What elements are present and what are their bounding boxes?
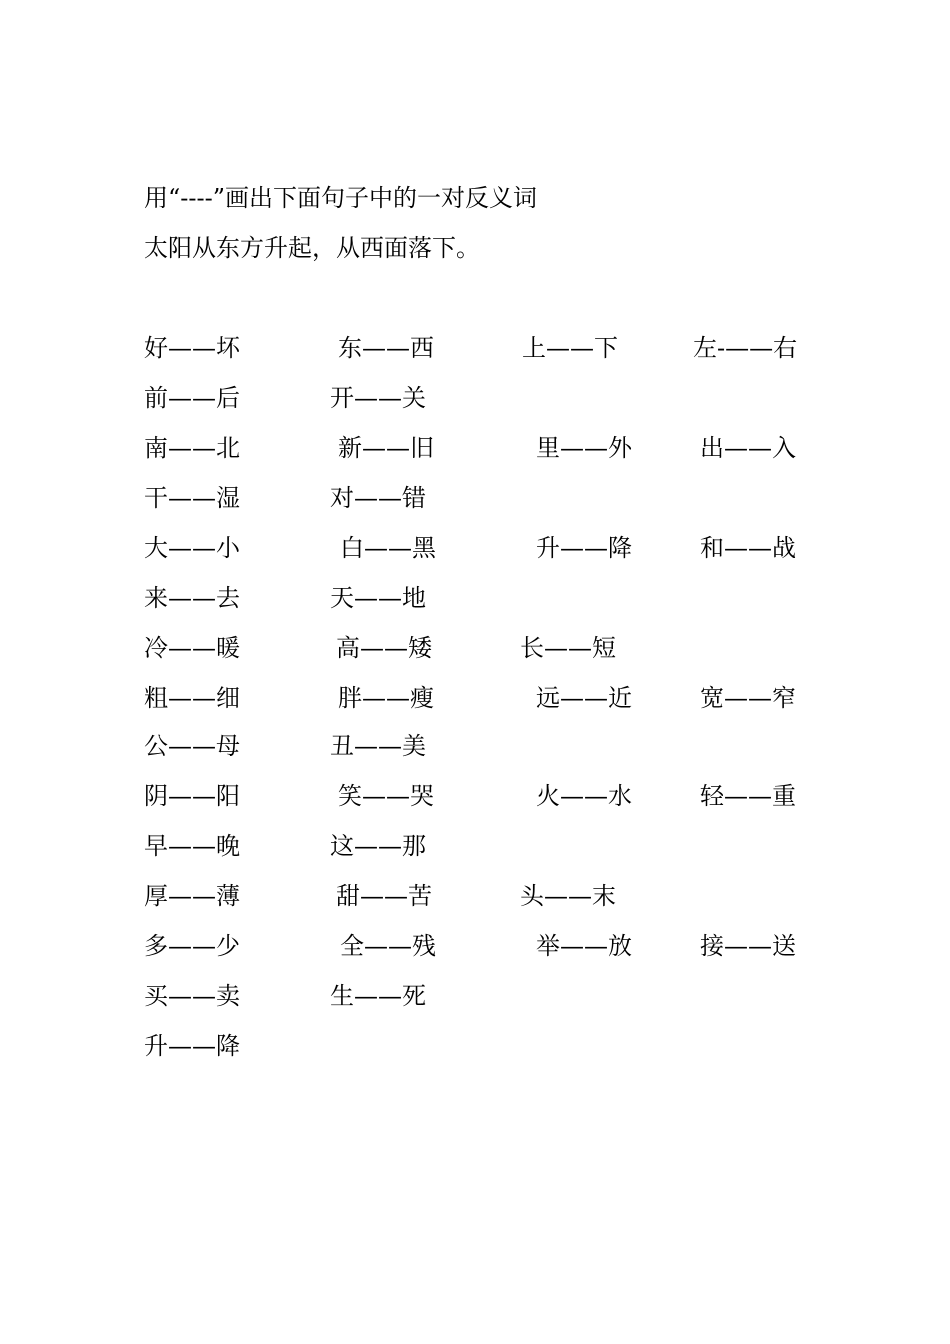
antonym-pair: 来——去 [144, 584, 240, 612]
antonym-pair: 这——那 [330, 832, 426, 860]
antonym-pair: 好——坏 [144, 334, 240, 362]
antonym-pair: 举——放 [536, 932, 632, 960]
antonym-pair: 粗——细 [144, 684, 240, 712]
antonym-pair: 丑——美 [330, 732, 426, 760]
antonym-pair: 买——卖 [144, 982, 240, 1010]
antonym-pair: 干——湿 [144, 484, 240, 512]
antonym-pair: 接——送 [700, 932, 796, 960]
antonym-pair: 和——战 [700, 534, 796, 562]
antonym-pair: 全——残 [340, 932, 436, 960]
antonym-pair: 轻——重 [700, 782, 796, 810]
antonym-pair: 远——近 [536, 684, 632, 712]
antonym-pair: 左-——右 [693, 334, 798, 362]
antonym-pair: 头——末 [520, 882, 616, 910]
antonym-pair: 东——西 [338, 334, 434, 362]
sentence-line: 太阳从东方升起，从西面落下。 [144, 234, 480, 262]
antonym-pair: 冷——暖 [144, 634, 240, 662]
antonym-pair: 前——后 [144, 384, 240, 412]
antonym-pair: 升——降 [536, 534, 632, 562]
antonym-pair: 升——降 [144, 1032, 240, 1060]
antonym-pair: 对——错 [330, 484, 426, 512]
antonym-pair: 长——短 [520, 634, 616, 662]
antonym-pair: 阴——阳 [144, 782, 240, 810]
antonym-pair: 出——入 [700, 434, 796, 462]
antonym-pair: 天——地 [330, 584, 426, 612]
antonym-pair: 高——矮 [336, 634, 432, 662]
antonym-pair: 笑——哭 [338, 782, 434, 810]
antonym-pair: 新——旧 [338, 434, 434, 462]
antonym-pair: 白——黑 [340, 534, 436, 562]
antonym-pair: 甜——苦 [336, 882, 432, 910]
antonym-pair: 大——小 [144, 534, 240, 562]
antonym-pair: 公——母 [144, 732, 240, 760]
antonym-pair: 厚——薄 [144, 882, 240, 910]
antonym-pair: 里——外 [536, 434, 632, 462]
antonym-pair: 生——死 [330, 982, 426, 1010]
antonym-pair: 上——下 [522, 334, 618, 362]
antonym-pair: 胖——瘦 [338, 684, 434, 712]
instruction-line: 用“----”画出下面句子中的一对反义词 [144, 184, 537, 212]
antonym-pair: 火——水 [536, 782, 632, 810]
antonym-pair: 多——少 [144, 932, 240, 960]
antonym-pair: 开——关 [330, 384, 426, 412]
antonym-pair: 早——晚 [144, 832, 240, 860]
antonym-pair: 南——北 [144, 434, 240, 462]
antonym-pair: 宽——窄 [700, 684, 796, 712]
